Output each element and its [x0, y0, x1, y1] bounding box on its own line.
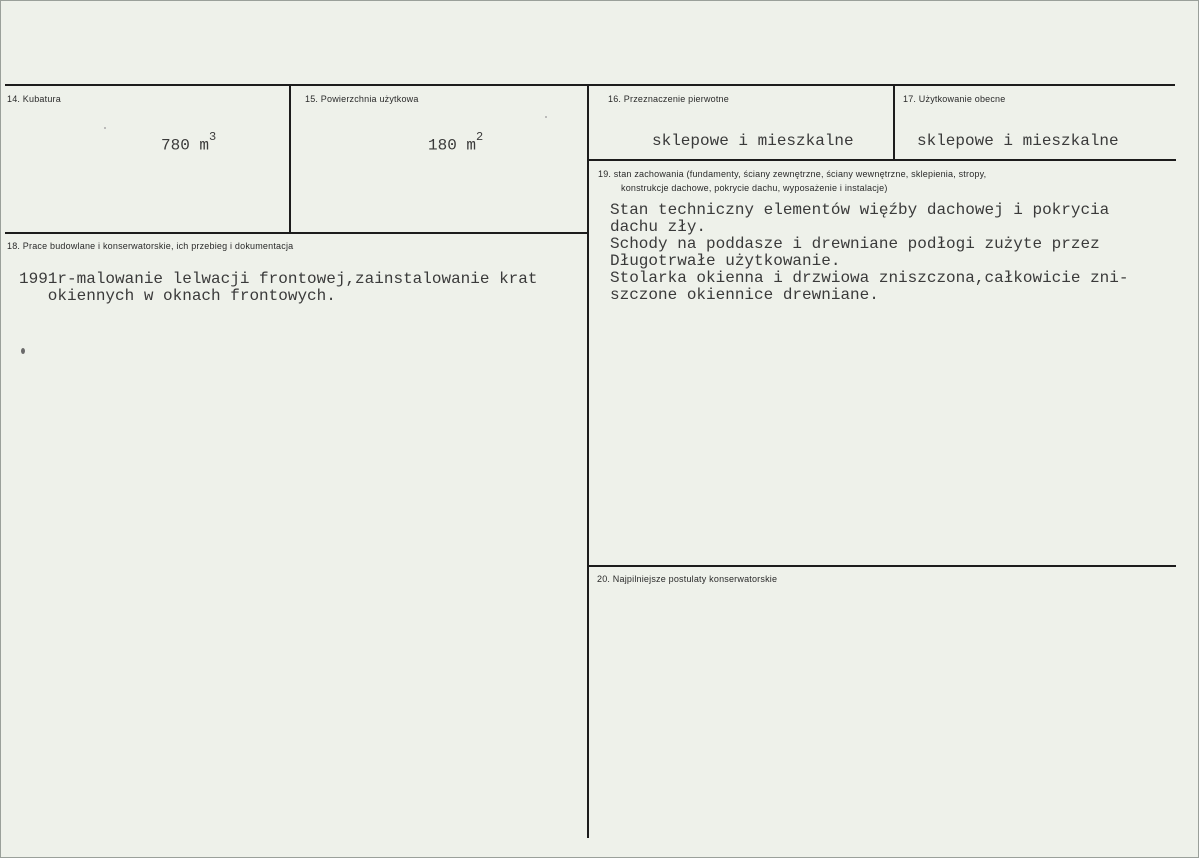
prace-line: okiennych w oknach frontowych.	[19, 287, 336, 305]
postulaty-label: 20. Najpilniejsze postulaty konserwatorskie	[597, 574, 778, 584]
divider-left-right	[587, 86, 589, 838]
przeznaczenie-value: sklepowe i mieszkalne	[652, 132, 854, 150]
stan-text	[610, 202, 1128, 304]
kubatura-value	[161, 130, 217, 155]
stan-line: Długotrwałe użytkowanie.	[610, 252, 841, 270]
paper-speck	[21, 348, 25, 354]
kubatura-number: 780 m	[161, 136, 210, 155]
stan-line: dachu zły.	[610, 218, 707, 236]
paper-speck	[545, 116, 547, 118]
paper-speck	[104, 127, 106, 129]
kubatura-label: 14. Kubatura	[7, 94, 61, 104]
powierzchnia-unit-superscript: 2	[476, 130, 484, 144]
rule-above-20	[589, 565, 1176, 567]
uzytkowanie-label: 17. Użytkowanie obecne	[903, 94, 1006, 104]
stan-line: Schody na poddasze i drewniane podłogi zużyte przez	[610, 235, 1100, 253]
powierzchnia-value	[428, 130, 484, 155]
przeznaczenie-label: 16. Przeznaczenie pierwotne	[608, 94, 729, 104]
rule-under-16-17	[589, 159, 1176, 161]
powierzchnia-label: 15. Powierzchnia użytkowa	[305, 94, 419, 104]
stan-line: szczone okiennice drewniane.	[610, 286, 879, 304]
kubatura-unit-superscript: 3	[209, 130, 217, 144]
divider-16-17	[893, 86, 895, 160]
prace-line: 1991r-malowanie lelwacji frontowej,zainstalowanie krat	[19, 270, 538, 288]
uzytkowanie-value: sklepowe i mieszkalne	[917, 132, 1119, 150]
rule-under-14-15	[5, 232, 589, 234]
top-rule	[5, 84, 1175, 86]
stan-label-line2: konstrukcje dachowe, pokrycie dachu, wyposażenie i instalacje)	[621, 183, 888, 193]
prace-text	[19, 271, 537, 305]
divider-14-15	[289, 86, 291, 234]
stan-line: Stan techniczny elementów więźby dachowej i pokrycia	[610, 201, 1110, 219]
prace-label: 18. Prace budowlane i konserwatorskie, ich przebieg i dokumentacja	[7, 241, 294, 251]
stan-label-line1: 19. stan zachowania (fundamenty, ściany zewnętrzne, ściany wewnętrzne, sklepienia, stropy,	[598, 169, 987, 179]
powierzchnia-number: 180 m	[428, 136, 477, 155]
stan-line: Stolarka okienna i drzwiowa zniszczona,całkowicie zni-	[610, 269, 1129, 287]
